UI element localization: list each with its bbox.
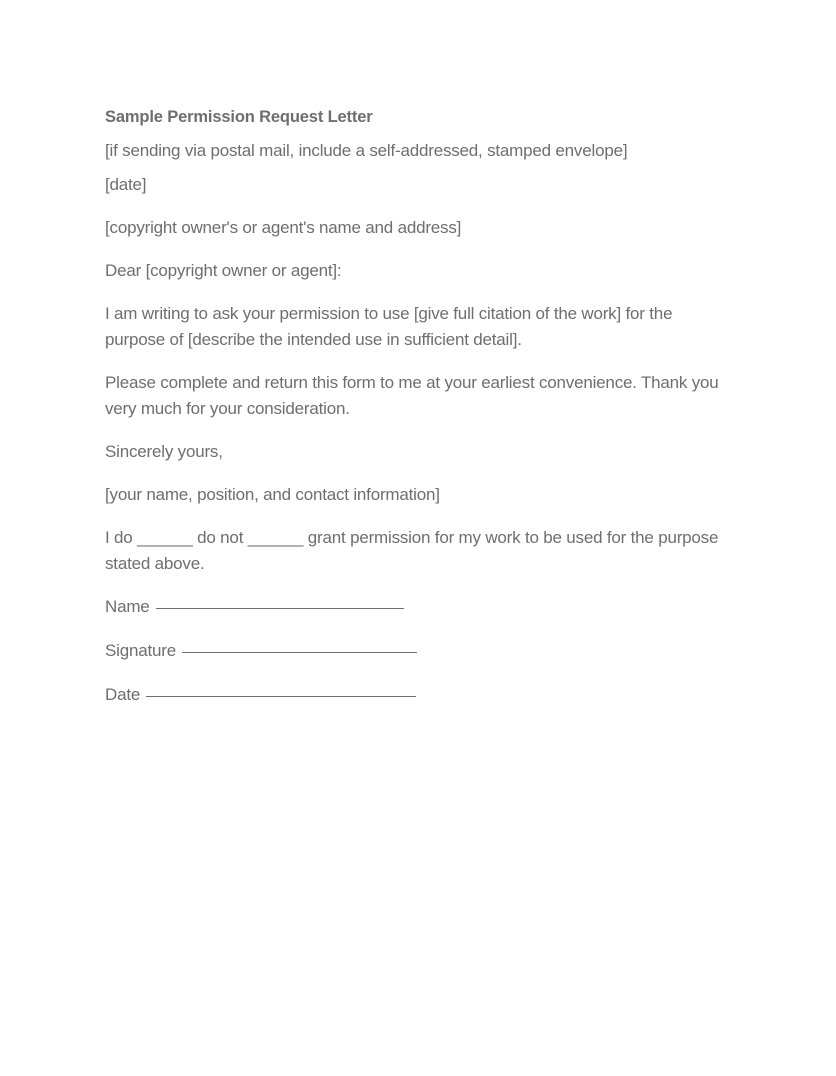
- field-date[interactable]: [105, 682, 720, 708]
- permission-text-part2: do not: [192, 528, 248, 547]
- paragraph-salutation: Dear [copyright owner or agent]:: [105, 261, 342, 280]
- paragraph-return-form: Please complete and return this form to me at your earliest convenience. Thank you very much for your consideration.: [105, 373, 719, 418]
- field-name[interactable]: [105, 594, 720, 620]
- document-body: [105, 104, 720, 726]
- field-signature-label: Signature: [105, 641, 176, 660]
- field-signature[interactable]: [105, 638, 720, 664]
- permission-text-part1: I do: [105, 528, 138, 547]
- paragraph-permission-statement: [105, 525, 720, 577]
- field-name-input-rule[interactable]: [156, 608, 404, 609]
- field-date-label: Date: [105, 685, 141, 704]
- field-name-label: Name: [105, 597, 150, 616]
- permission-blank-deny[interactable]: ______: [247, 528, 304, 547]
- permission-blank-grant[interactable]: ______: [137, 528, 193, 547]
- paragraph-request-body: I am writing to ask your permission to use [give full citation of the work] for the purpose of [describe the intended use in sufficient detail].: [105, 304, 673, 349]
- permission-text-part3: grant permission for my work to be used for the purpose stated above.: [105, 528, 719, 573]
- field-signature-input-rule[interactable]: [182, 652, 417, 653]
- paragraph-owner-address-placeholder: [copyright owner's or agent's name and address]: [105, 218, 462, 237]
- paragraph-closing: Sincerely yours,: [105, 442, 223, 461]
- page-title: Sample Permission Request Letter: [105, 108, 373, 126]
- field-date-input-rule[interactable]: [146, 696, 416, 697]
- paragraph-date-placeholder: [date]: [105, 175, 147, 194]
- paragraph-sender-info-placeholder: [your name, position, and contact information]: [105, 485, 440, 504]
- paragraph-postal-mail-note: [if sending via postal mail, include a self-addressed, stamped envelope]: [105, 141, 628, 160]
